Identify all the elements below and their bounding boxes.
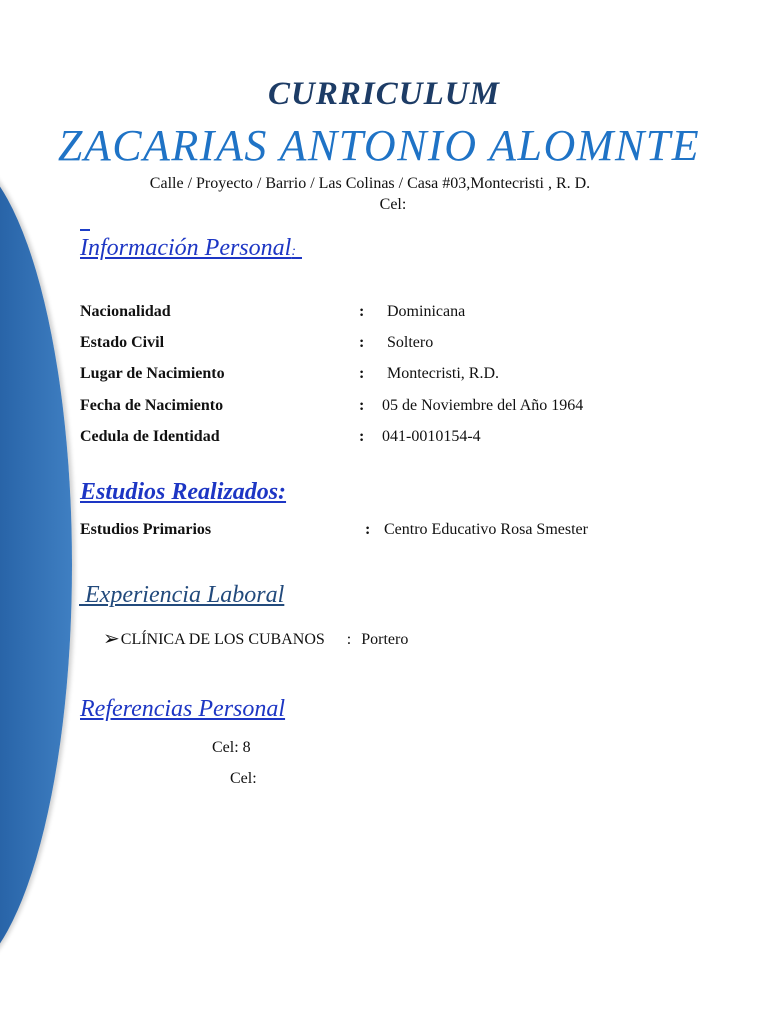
section-heading-personal-colon: : bbox=[291, 244, 296, 259]
section-heading-personal-text: Información Personal bbox=[80, 235, 292, 261]
info-value: 041-0010154-4 bbox=[382, 428, 481, 445]
phone-line: Cel: bbox=[379, 196, 407, 213]
info-value: Dominicana bbox=[387, 303, 466, 320]
section-heading-experience-text: Experiencia Laboral bbox=[85, 582, 285, 608]
info-separator: : bbox=[359, 334, 365, 351]
info-label: Fecha de Nacimiento bbox=[80, 397, 224, 414]
section-heading-references: Referencias Personal bbox=[80, 696, 286, 722]
info-value: Montecristi, R.D. bbox=[387, 365, 499, 382]
underline-mark bbox=[80, 229, 90, 231]
section-heading-personal bbox=[80, 236, 302, 260]
document-title: CURRICULUM bbox=[268, 76, 500, 112]
section-heading-experience bbox=[79, 583, 284, 607]
education-value: Centro Educativo Rosa Smester bbox=[384, 521, 588, 538]
info-label: Nacionalidad bbox=[80, 303, 171, 320]
info-separator: : bbox=[359, 365, 365, 382]
experience-separator: : bbox=[346, 631, 352, 648]
reference-phone-2: Cel: bbox=[230, 770, 257, 787]
education-label: Estudios Primarios bbox=[80, 521, 212, 538]
experience-company: CLÍNICA DE LOS CUBANOS bbox=[120, 631, 325, 648]
info-separator: : bbox=[359, 303, 365, 320]
info-separator: : bbox=[359, 428, 365, 445]
person-name: ZACARIAS ANTONIO ALOMNTE bbox=[57, 121, 701, 170]
info-label: Cedula de Identidad bbox=[80, 428, 220, 445]
section-heading-education: Estudios Realizados: bbox=[80, 479, 287, 505]
experience-item bbox=[103, 628, 408, 651]
info-separator: : bbox=[359, 397, 365, 414]
info-value: Soltero bbox=[387, 334, 434, 351]
side-decorative-band bbox=[0, 150, 72, 980]
education-separator: : bbox=[365, 521, 371, 538]
arrow-bullet-icon: ➢ bbox=[103, 628, 120, 650]
address-line: Calle / Proyecto / Barrio / Las Colinas / Casa #03,Montecristi , R. D. bbox=[149, 175, 591, 192]
info-label: Lugar de Nacimiento bbox=[80, 365, 225, 382]
info-label: Estado Civil bbox=[80, 334, 165, 351]
reference-phone-1: Cel: 8 bbox=[212, 739, 251, 756]
info-value: 05 de Noviembre del Año 1964 bbox=[382, 397, 584, 414]
experience-role: Portero bbox=[361, 631, 409, 648]
